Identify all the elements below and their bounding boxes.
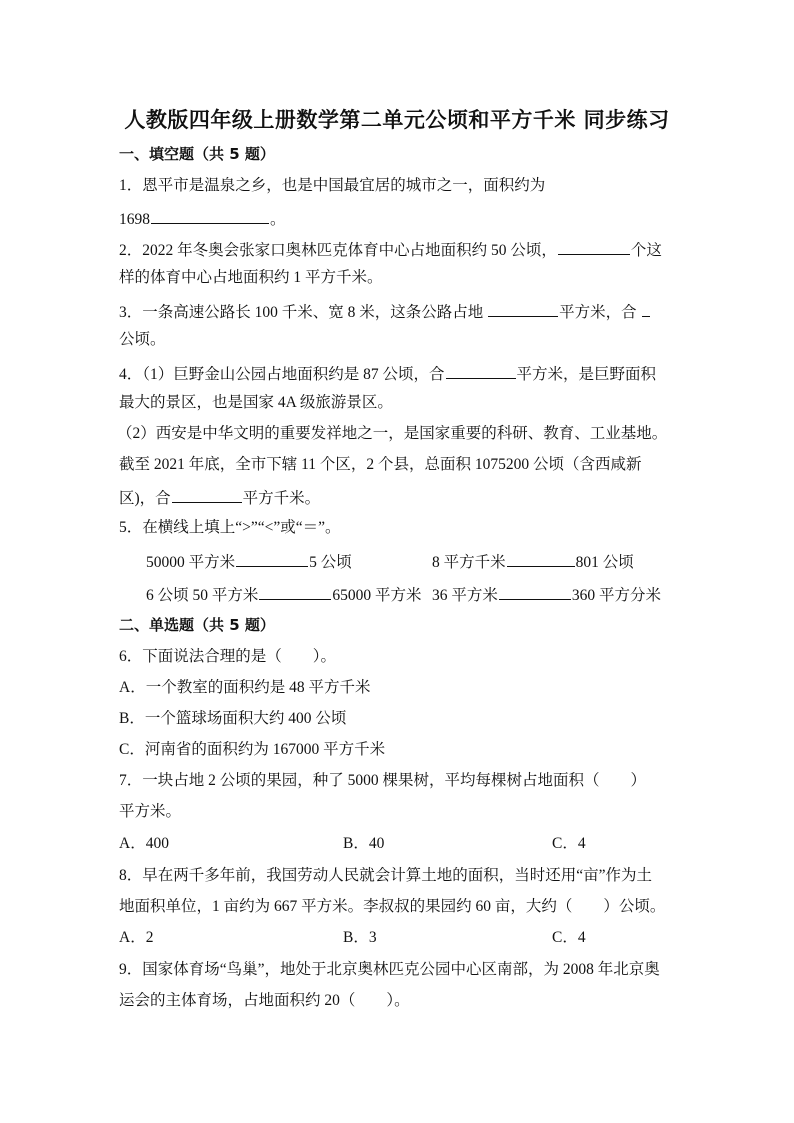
question-1-suffix: 。 [270, 211, 286, 228]
question-4-text: 4．（1）巨野金山公园占地面积约是 87 公顷，合 [119, 366, 445, 383]
compare-item [432, 550, 634, 573]
answer-blank[interactable] [488, 300, 558, 317]
question-7-line-1: 7．一块占地 2 公顷的果园，种了 5000 棵果树，平均每棵树占地面积（ ） [119, 772, 647, 789]
compare-left: 50000 平方米 [146, 554, 236, 571]
question-4-part-2-line-2: 截至 2021 年底，全市下辖 11 个区，2 个县，总面积 1075200 公顷（含西咸新 [119, 456, 642, 473]
question-3-text: 3．一条高速公路长 100 千米、宽 8 米，这条公路占地 [119, 304, 488, 321]
question-3-line-1 [119, 300, 651, 323]
question-6-stem: 6．下面说法合理的是（ ）。 [119, 648, 337, 665]
choice-option[interactable]: A．400 [119, 835, 169, 852]
answer-blank[interactable] [259, 583, 331, 600]
question-2-text: 2．2022 年冬奥会张家口奥林匹克体育中心占地面积约 50 公顷， [119, 242, 557, 259]
question-9-line-1: 9．国家体育场“鸟巢”，地处于北京奥林匹克公园中心区南部，为 2008 年北京奥 [119, 961, 660, 978]
choice-option[interactable]: C．河南省的面积约为 167000 平方千米 [119, 741, 386, 758]
answer-blank[interactable] [236, 550, 308, 567]
answer-blank[interactable] [172, 486, 242, 503]
compare-item [146, 583, 422, 606]
choice-option[interactable]: B．40 [343, 835, 385, 852]
question-4-text: 平方千米。 [242, 490, 321, 507]
compare-left: 36 平方米 [432, 587, 498, 604]
compare-item [432, 583, 661, 606]
question-4-part-1-line-1 [119, 362, 656, 385]
answer-blank[interactable] [151, 207, 269, 224]
compare-right: 801 公顷 [575, 554, 634, 571]
page-title: 人教版四年级上册数学第二单元公顷和平方千米 同步练习 [124, 108, 670, 132]
question-4-text: 平方米，是巨野面积 [516, 366, 657, 383]
question-4-text: 区)，合 [119, 490, 171, 507]
question-5-stem: 5．在横线上填上“>”“<”或“＝”。 [119, 519, 341, 536]
question-3-line-2: 公顷。 [119, 331, 166, 348]
choice-option[interactable]: A．2 [119, 929, 154, 946]
section-heading-fill-blank: 一、填空题（共 5 题） [119, 145, 275, 163]
answer-blank[interactable] [642, 300, 650, 317]
compare-right: 360 平方分米 [571, 587, 662, 604]
question-8-line-2: 地面积单位，1 亩约为 667 平方米。李叔叔的果园约 60 亩，大约（ ）公顷。 [119, 898, 666, 915]
question-1-line-2 [119, 207, 286, 230]
choice-option[interactable]: B．3 [343, 929, 377, 946]
answer-blank[interactable] [507, 550, 575, 567]
question-4-part-2-line-3 [119, 486, 320, 509]
question-2-line-2: 样的体育中心占地面积约 1 平方千米。 [119, 269, 383, 286]
question-1-line-1: 1．恩平市是温泉之乡，也是中国最宜居的城市之一，面积约为 [119, 177, 546, 194]
choice-option[interactable]: A．一个教室的面积约是 48 平方千米 [119, 679, 371, 696]
question-2-text: 个这 [630, 242, 662, 259]
compare-right: 65000 平方米 [332, 587, 422, 604]
choice-option[interactable]: B．一个篮球场面积大约 400 公顷 [119, 710, 347, 727]
choice-option[interactable]: C．4 [552, 929, 586, 946]
compare-item [146, 550, 352, 573]
answer-blank[interactable] [446, 362, 516, 379]
compare-left: 8 平方千米 [432, 554, 506, 571]
question-2-line-1 [119, 238, 662, 261]
question-1-prefix: 1698 [119, 211, 150, 228]
compare-left: 6 公顷 50 平方米 [146, 587, 259, 604]
section-heading-single-choice: 二、单选题（共 5 题） [119, 616, 275, 634]
question-4-part-1-line-2: 最大的景区，也是国家 4A 级旅游景区。 [119, 394, 393, 411]
question-9-line-2: 运会的主体育场，占地面积约 20（ ）。 [119, 992, 410, 1009]
answer-blank[interactable] [558, 238, 630, 255]
compare-right: 5 公顷 [309, 554, 352, 571]
choice-option[interactable]: C．4 [552, 835, 586, 852]
question-3-text: 平方米，合 [559, 304, 641, 321]
question-4-part-2-line-1: （2）西安是中华文明的重要发祥地之一，是国家重要的科研、教育、工业基地。 [117, 425, 668, 442]
answer-blank[interactable] [499, 583, 571, 600]
question-7-line-2: 平方米。 [119, 803, 182, 820]
question-8-line-1: 8．早在两千多年前，我国劳动人民就会计算土地的面积，当时还用“亩”作为土 [119, 867, 653, 884]
